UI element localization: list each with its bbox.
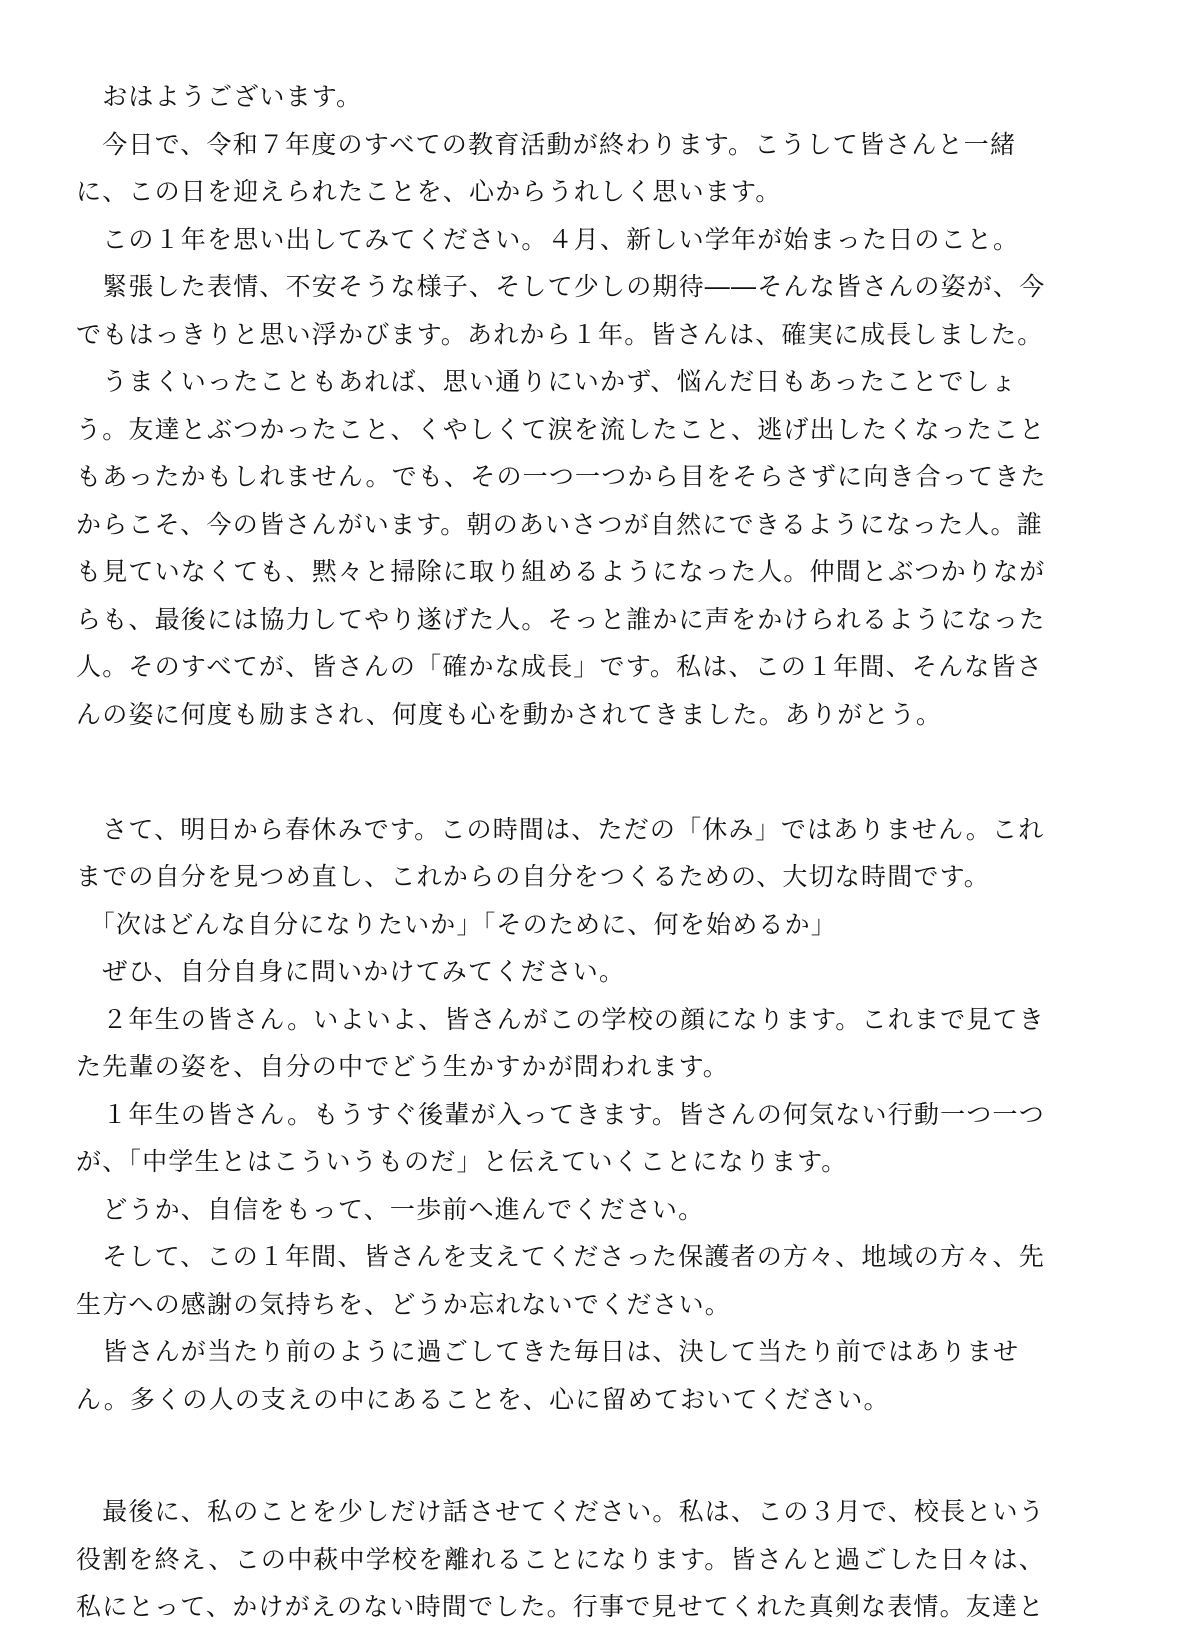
text-line: らも、最後には協力してやり遂げた人。そっと誰かに声をかけられるようになった (76, 605, 1046, 634)
text-line: 私にとって、かけがえのない時間でした。行事で見せてくれた真剣な表情。友達と (76, 1592, 1045, 1621)
text-line: 緊張した表情、不安そうな様子、そして少しの期待――そんな皆さんの姿が、今 (76, 272, 1046, 301)
text-line: どうか、自信をもって、一歩前へ進んでください。 (76, 1195, 705, 1224)
text-line: も見ていなくても、黙々と掃除に取り組めるようになった人。仲間とぶつかりなが (76, 557, 1046, 586)
text-line: 今日で、令和７年度のすべての教育活動が終わります。こうして皆さんと一緒 (76, 130, 1017, 159)
text-line: 最後に、私のことを少しだけ話させてください。私は、この３月で、校長という (76, 1497, 1045, 1526)
text-line: までの自分を見つめ直し、これからの自分をつくるための、大切な時間です。 (76, 862, 991, 891)
text-line: うまくいったこともあれば、思い通りにいかず、悩んだ日もあったことでしょ (76, 367, 1017, 396)
text-line: 皆さんが当たり前のように過ごしてきた毎日は、決して当たり前ではありませ (76, 1337, 1020, 1366)
text-line: もあったかもしれません。でも、その一つ一つから目をそらさずに向き合ってきた (76, 462, 1047, 491)
text-line: 生方への感謝の気持ちを、どうか忘れないでください。 (76, 1290, 732, 1319)
text-line: が、「中学生とはこういうものだ」と伝えていくことになります。 (76, 1147, 848, 1176)
text-line: でもはっきりと思い浮かびます。あれから１年。皆さんは、確実に成長しました。 (76, 320, 1044, 349)
text-line: 「次はどんな自分になりたいか」「そのために、何を始めるか」 (76, 910, 838, 939)
text-line: からこそ、今の皆さんがいます。朝のあいさつが自然にできるようになった人。誰 (76, 510, 1043, 539)
text-line: た先輩の姿を、自分の中でどう生かすかが問われます。 (76, 1052, 730, 1081)
text-line: んの姿に何度も励まされ、何度も心を動かされてきました。ありがとう。 (76, 700, 943, 729)
text-line: さて、明日から春休みです。この時間は、ただの「休み」ではありません。これ (76, 815, 1045, 844)
text-line: う。友達とぶつかったこと、くやしくて涙を流したこと、逃げ出したくなったこと (76, 415, 1046, 444)
text-line: そして、この１年間、皆さんを支えてくださった保護者の方々、地域の方々、先 (76, 1242, 1045, 1271)
text-line: ぜひ、自分自身に問いかけてみてください。 (76, 957, 626, 986)
text-line: この１年を思い出してみてください。４月、新しい学年が始まった日のこと。 (76, 225, 1020, 254)
text-line: 人。そのすべてが、皆さんの「確かな成長」です。私は、この１年間、そんな皆さ (76, 652, 1043, 681)
text-line: ん。多くの人の支えの中にあることを、心に留めておいてください。 (76, 1385, 890, 1414)
text-line: ２年生の皆さん。いよいよ、皆さんがこの学校の顔になります。これまで見てき (76, 1005, 1045, 1034)
text-line: 役割を終え、この中萩中学校を離れることになります。皆さんと過ごした日々は、 (76, 1545, 1045, 1574)
text-line: おはようございます。 (76, 82, 363, 111)
text-line: に、この日を迎えられたことを、心からうれしく思います。 (76, 177, 782, 206)
text-line: １年生の皆さん。もうすぐ後輩が入ってきます。皆さんの何気ない行動一つ一つ (76, 1100, 1045, 1129)
